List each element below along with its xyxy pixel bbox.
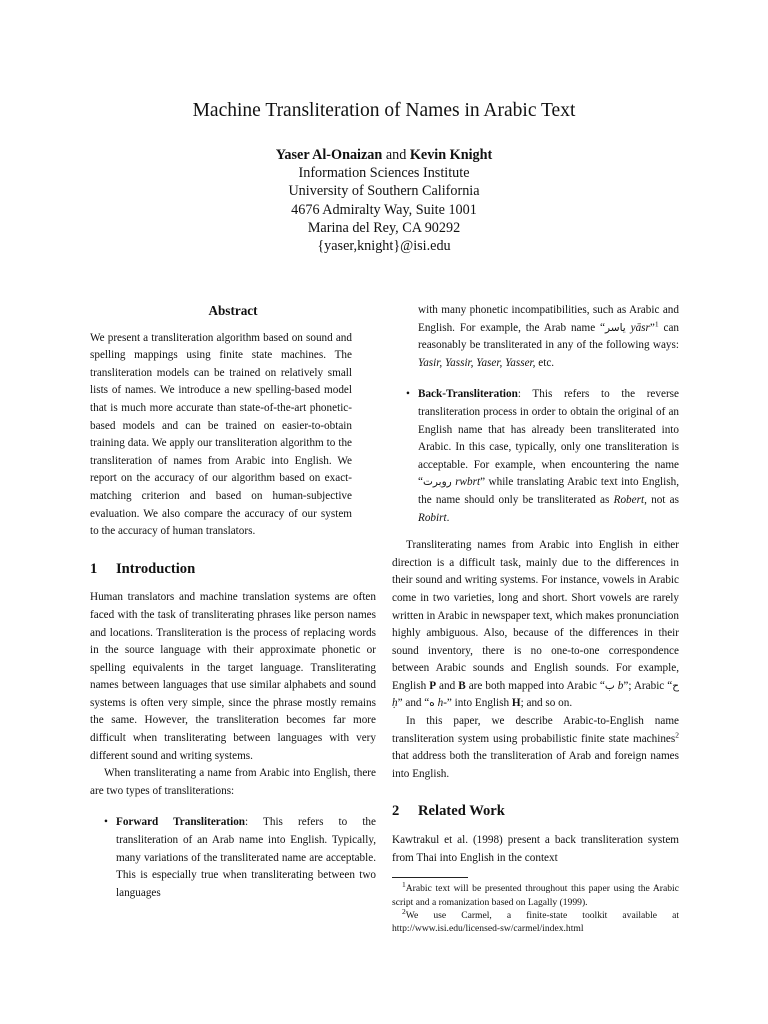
list-item-forward xyxy=(90,814,376,902)
intro-paragraph-2: When transliterating a name from Arabic into English, there are two types of transliterations: xyxy=(90,767,376,797)
footnote-1 xyxy=(392,882,679,909)
text-run: and xyxy=(436,679,459,692)
text-run: with many phonetic incompatibilities, such as Arabic and English. For example, the Arab name “ xyxy=(418,304,679,334)
text-run: In this paper, we describe Arabic-to-English name transliteration system using probabilistic finite state machines xyxy=(392,715,679,745)
romanization: yāsr xyxy=(630,321,650,334)
section-heading-related-work xyxy=(392,803,679,821)
email: {yaser,knight}@isi.edu xyxy=(317,238,451,255)
author-conjunction: and xyxy=(385,147,407,163)
arabic-word: ياسر xyxy=(605,321,626,334)
letter-P: P xyxy=(429,679,437,692)
section-title: Introduction xyxy=(116,560,196,577)
section-number: 2 xyxy=(392,803,400,820)
term-forward-transliteration: Forward Transliteration xyxy=(116,816,246,829)
intro-paragraph-1: Human translators and machine translation systems are often faced with the task of transliterating phrases like person names and locations. Transliteration is the process of replacing words in the source language with their approximate phonetic or spelling equivalents in the target language. Transliterating names between languages that use similar alphabets and sound systems is often very simple, since the phrase mostly remains the same. However, the transliteration becomes far more difficult when transliterating between languages with very different sound and writing systems. xyxy=(90,591,376,762)
intro-paragraph-4 xyxy=(392,713,679,783)
forward-definition: : This refers to the transliteration of an Arab name into English. Typically, many variations of the transliterated name are acceptable. This is especially true when transliterating between two languages xyxy=(116,816,376,899)
arabic-word: روبرت xyxy=(422,476,452,489)
author-names xyxy=(0,146,768,164)
footnote-marker: 1 xyxy=(654,318,659,328)
footnote-divider xyxy=(392,877,468,878)
name-variants: Yasir, Yassir, Yaser, Yasser, xyxy=(418,356,536,369)
arabic-letter: ب xyxy=(604,679,615,692)
arabic-letter: ه xyxy=(429,697,435,710)
text-run: , not as xyxy=(644,493,679,506)
university: University of Southern California xyxy=(288,183,480,200)
footnote-text: Arabic text will be presented throughout this paper using the Arabic script and a romanization based on Lagally (1999). xyxy=(392,883,679,908)
left-column xyxy=(90,302,376,912)
footnote-2 xyxy=(392,906,679,936)
letter-H: H xyxy=(511,697,521,710)
text-run: ”; Arabic “ xyxy=(623,679,673,692)
letter-B: B xyxy=(458,679,466,692)
footnotes xyxy=(392,882,679,936)
text-run: : This refers to the reverse transliteration process in order to obtain the original of an English name that has already been transliterated into Arabic. In this case, typically, only one transliteration is acceptable. For example, when encountering the name “ xyxy=(418,388,679,489)
affiliation: Information Sciences Institute xyxy=(298,165,470,182)
text-run: Transliterating names from Arabic into English in either direction is a difficult task, mainly due to the differences in their sound and writing systems. For instance, vowels in Arabic come in two varieties, long and short. Short vowels are rarely written in Arabic in newspaper text, which makes pronunciation highly ambiguous. Also, because of the differences in their sound inventory, there is no one-to-one correspondence between Arabic sounds and English sounds. For example, English xyxy=(392,539,679,692)
text-run: ” and “ xyxy=(397,697,430,710)
transliteration-types-list xyxy=(90,814,376,902)
name-correct: Robert xyxy=(613,493,645,506)
footnote-text: We use Carmel, a finite-state toolkit available at http://www.isi.edu/licensed-sw/carmel/index.html xyxy=(392,910,679,935)
author-name: Kevin Knight xyxy=(409,147,493,163)
author-name: Yaser Al-Onaizan xyxy=(275,147,383,163)
text-run: ; and so on. xyxy=(520,697,573,710)
text-run: are both mapped into Arabic “ xyxy=(465,679,605,692)
city-address: Marina del Rey, CA 90292 xyxy=(307,219,461,236)
abstract-text: We present a transliteration algorithm based on sound and spelling mappings using finite state machines. The transliteration models can be trained on relatively small lists of names. We introduce a new spelling-based model that is much more accurate than state-of-the-art phonetic-based models and can be trained on easier-to-obtain training data. We apply our transliteration algorithm to the transliteration of names from Arabic into English. We report on the accuracy of our algorithm based on exact-matching criterion and based on human-subjective evaluation. We also compare the accuracy of our system to the accuracy of human translators. xyxy=(90,331,352,538)
text-run: . xyxy=(446,511,450,524)
footnote-marker: 1 xyxy=(402,880,406,890)
section-number: 1 xyxy=(90,560,98,577)
footnote-marker: 2 xyxy=(675,729,679,739)
author-block xyxy=(0,146,768,255)
footnote-marker: 2 xyxy=(402,906,406,916)
text-run: can reasonably be transliterated in any of the following ways: xyxy=(418,321,679,352)
section-title: Related Work xyxy=(418,803,505,820)
text-run: etc. xyxy=(535,356,555,369)
text-run: ” into English xyxy=(446,697,512,710)
street-address: 4676 Admiralty Way, Suite 1001 xyxy=(291,201,477,218)
text-run: ” while translating Arabic text into English, the name should only be transliterated as xyxy=(418,476,679,506)
term-back-transliteration: Back-Transliteration xyxy=(418,388,518,401)
romanization: h- xyxy=(437,697,447,710)
intro-paragraph-3 xyxy=(392,537,679,713)
abstract-heading: Abstract xyxy=(208,303,258,318)
related-work-paragraph: Kawtrakul et al. (1998) present a back transliteration system from Thai into English in the context xyxy=(392,834,679,864)
bullet-icon: • xyxy=(406,388,410,401)
section-heading-introduction xyxy=(90,561,376,579)
right-column xyxy=(392,302,679,936)
paper-title: Machine Transliteration of Names in Arabic Text xyxy=(192,100,576,121)
bullet-icon: • xyxy=(104,816,108,829)
transliteration-types-list-continued xyxy=(392,386,679,527)
name-incorrect: Robirt xyxy=(418,511,447,524)
romanization: ḥ xyxy=(392,697,398,710)
romanization: b xyxy=(617,679,624,692)
forward-definition-continued: with many phonetic incompatibilities, such as Arabic and English. For example, the Arab name “ياسر yāsr”$^1$ can reasonably be transliterated in any of the following ways: Yasir, Yassir, Yaser, Yasser, etc. xyxy=(418,304,679,369)
arabic-letter: ح xyxy=(672,679,680,692)
text-run: that address both the transliteration of Arab and foreign names into English. xyxy=(392,750,679,780)
list-item-back xyxy=(392,386,679,527)
romanization: rwbrt xyxy=(455,476,481,489)
